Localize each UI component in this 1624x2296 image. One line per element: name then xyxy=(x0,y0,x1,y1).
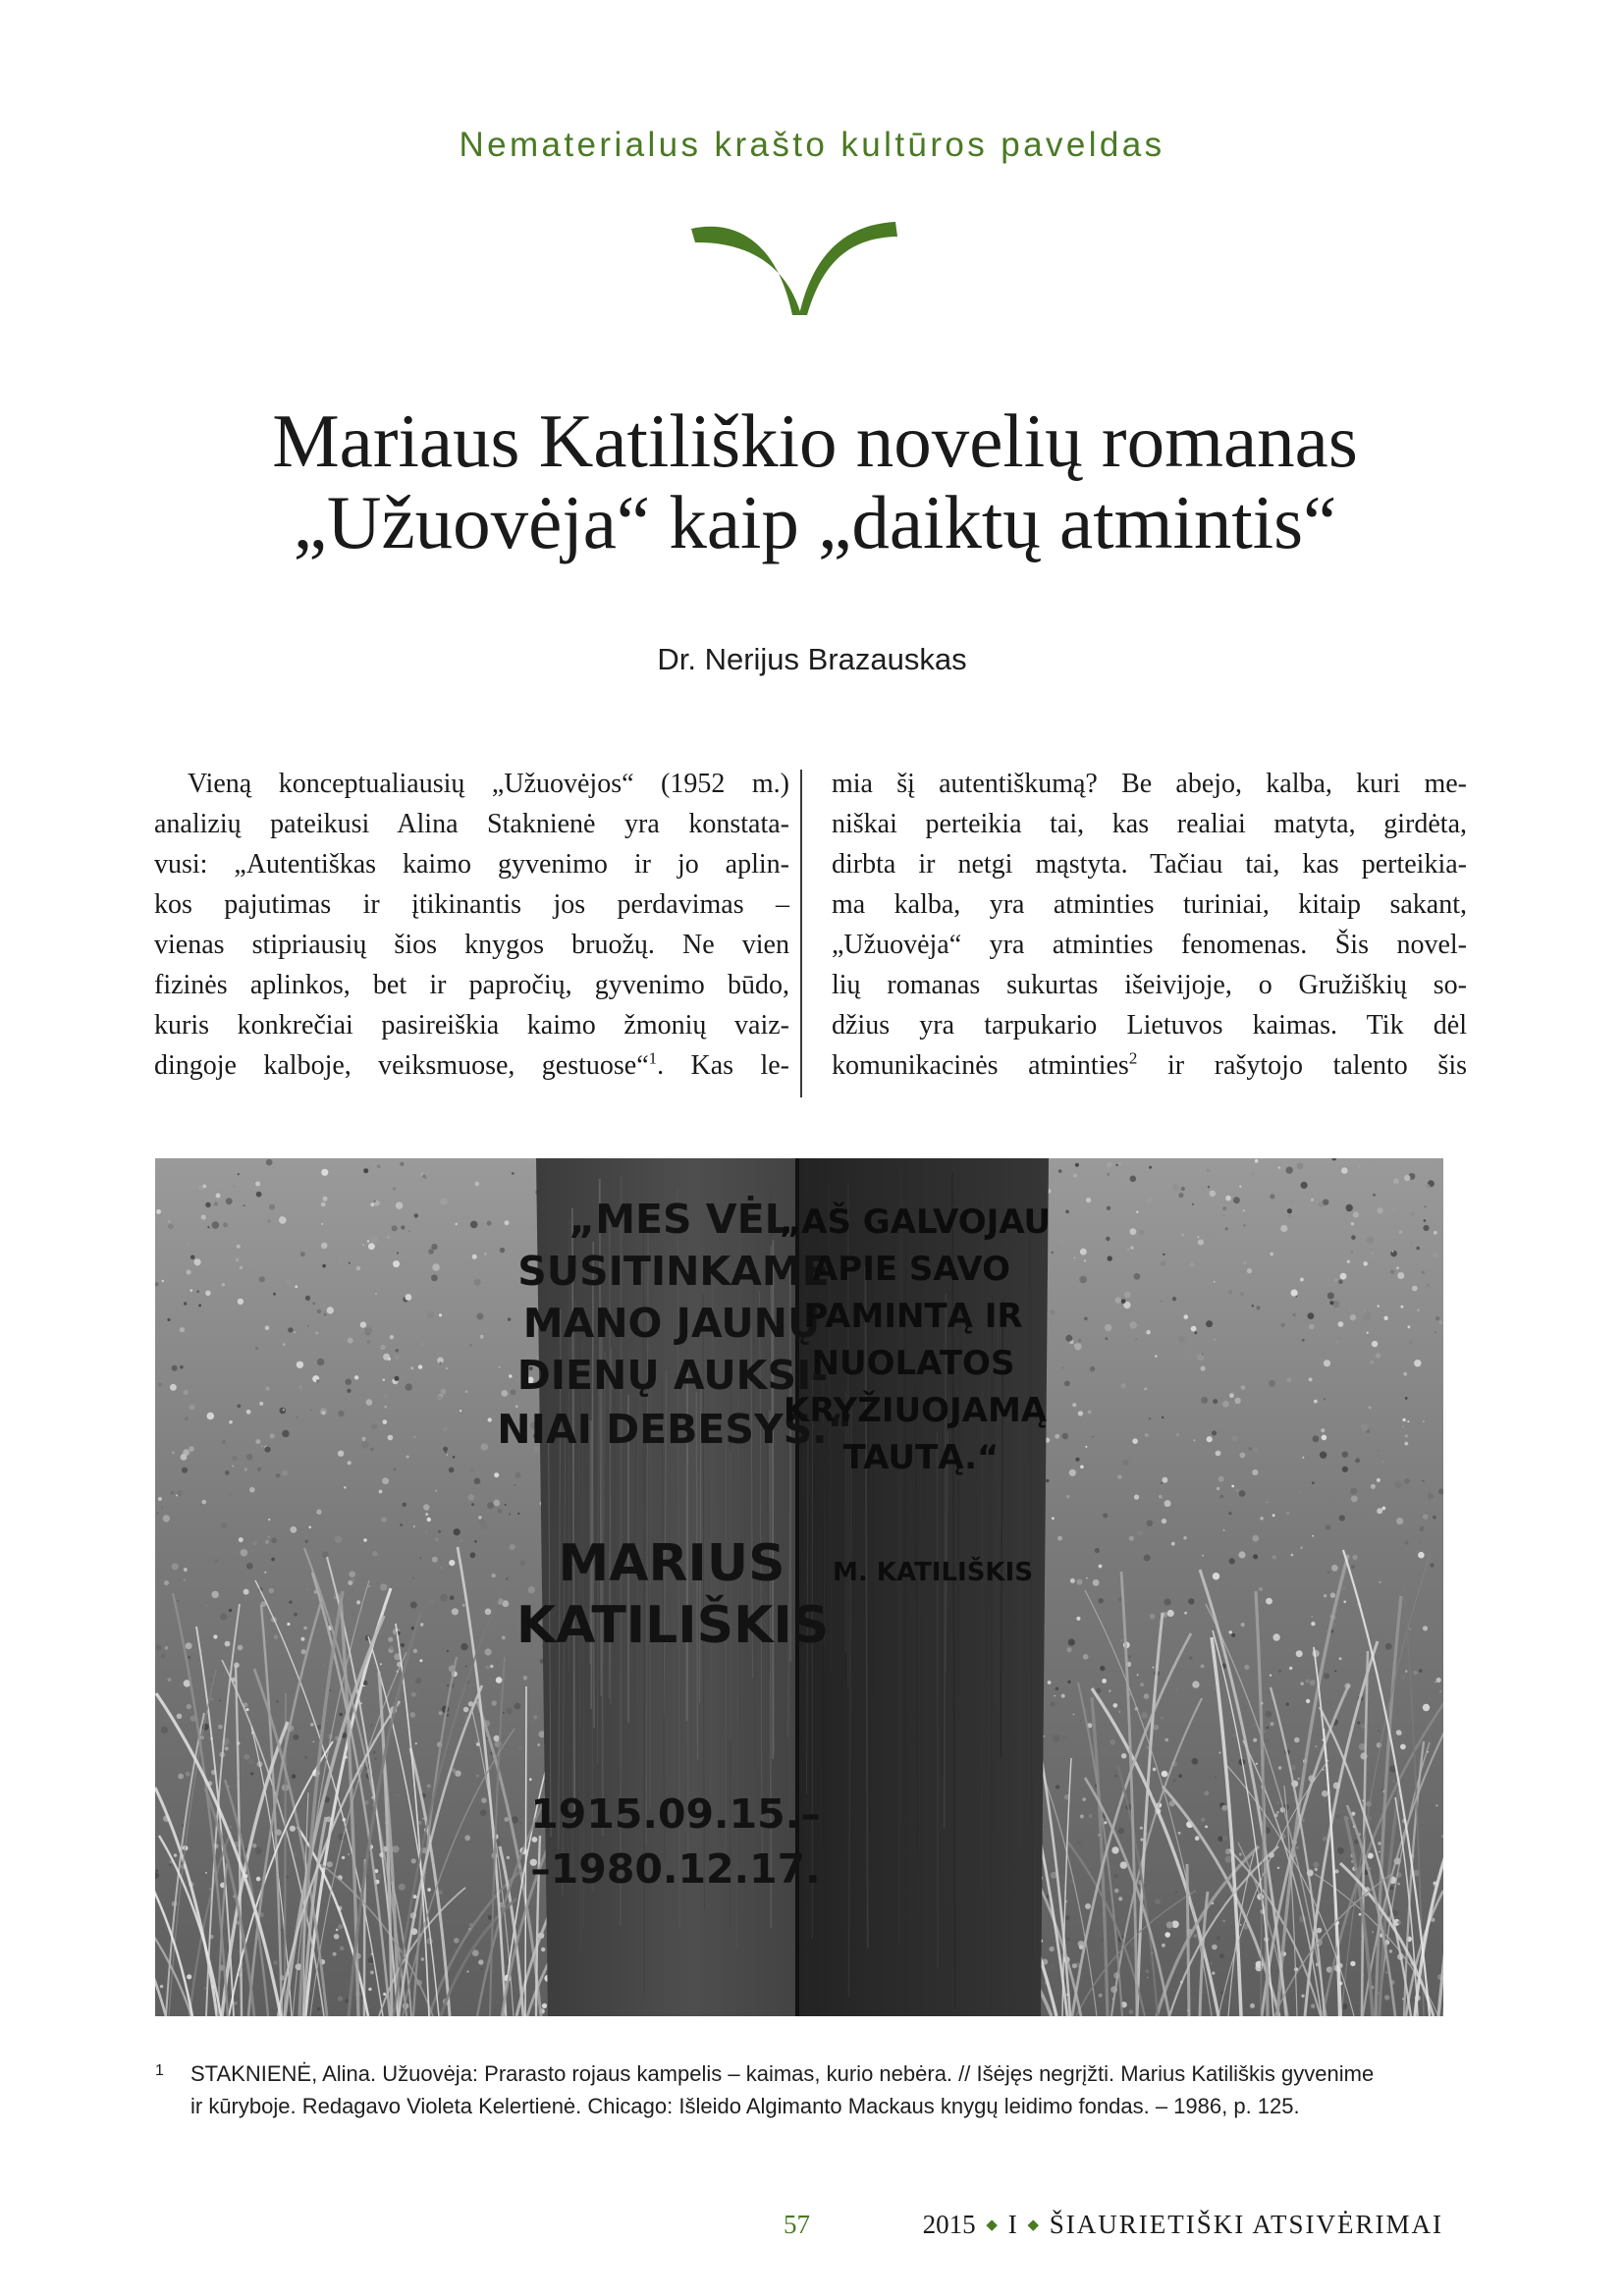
text-line: mia šį autentiškumą? Be abejo, kalba, kuri me- xyxy=(832,769,1467,799)
text-line: analizių pateikusi Alina Staknienė yra konstata- xyxy=(154,809,789,839)
inscription-line: APIE SAVO xyxy=(811,1250,1011,1289)
diamond-separator-icon: ◆ xyxy=(1027,2217,1039,2233)
inscription-line: SUSITINKAME xyxy=(517,1248,830,1295)
text-line: Vieną konceptualiausių „Užuovėjos“ (1952 m.) xyxy=(188,769,789,799)
footnote xyxy=(155,2057,1451,2122)
footer-journal-title: ŠIAURIETIŠKI ATSIVĖRIMAI xyxy=(1049,2210,1443,2239)
inscription-line: NUOLATOS xyxy=(811,1344,1015,1383)
title-line: „Užuovėja“ kaip „daiktų atmintis“ xyxy=(293,480,1337,564)
text-line: lių romanas sukurtas išeivijoje, o Gružiškių so- xyxy=(832,970,1467,1000)
article-title xyxy=(118,400,1512,563)
text-line xyxy=(154,1045,789,1086)
green-wings-ornament-icon xyxy=(691,216,897,318)
memorial-post-photo xyxy=(155,1158,1443,2016)
footnote-line: STAKNIENĖ, Alina. Užuovėja: Prarasto rojaus kampelis – kaimas, kurio nebėra. // Išėjęs negrįžti. Marius Katiliškis gyvenime xyxy=(190,2061,1375,2086)
author-byline: Dr. Nerijus Brazauskas xyxy=(657,642,967,676)
inscription-line: NIAI DEBESYS.“ xyxy=(497,1406,854,1453)
inscription-line: „AŠ GALVOJAU xyxy=(779,1202,1052,1242)
left-column xyxy=(154,764,789,1086)
footer-issue: I xyxy=(1007,2210,1017,2239)
section-title: Nematerialus krašto kultūros paveldas xyxy=(459,126,1165,164)
page-number: 57 xyxy=(784,2210,810,2239)
footnote-reference: 1 xyxy=(648,1048,658,1068)
title-line: Mariaus Katiliškio novelių romanas xyxy=(272,399,1358,483)
right-column xyxy=(832,764,1467,1086)
inscription-line: „MES VĖL xyxy=(568,1196,790,1243)
diamond-separator-icon: ◆ xyxy=(986,2217,998,2233)
inscription-line: TAUTĄ.“ xyxy=(842,1438,1000,1477)
text-line: fizinės aplinkos, bet ir papročių, gyvenimo būdo, xyxy=(154,970,789,1000)
inscription-line: PAMINTĄ IR xyxy=(803,1297,1023,1336)
text-line: džius yra tarpukario Lietuvos kaimas. Tik dėl xyxy=(832,1010,1467,1041)
footnote-line: ir kūryboje. Redagavo Violeta Kelertienė. Chicago: Išleido Algimanto Mackaus knygų leidimo fondas. – 1986, p. 125. xyxy=(190,2094,1300,2118)
text-line: kuris konkrečiai pasireiškia kaimo žmonių vaiz- xyxy=(154,1010,789,1041)
footnote-reference: 2 xyxy=(1128,1048,1138,1068)
text-line xyxy=(832,1045,1467,1086)
text-line: ma kalba, yra atminties turiniai, kitaip sakant, xyxy=(832,889,1467,920)
text-line: dirbta ir netgi mąstyta. Tačiau tai, kas perteikia- xyxy=(832,849,1467,880)
inscription-line: KRYŽIUOJAMĄ xyxy=(783,1391,1048,1430)
inscription-line: M. KATILIŠKIS xyxy=(833,1558,1033,1587)
inscription-line: KATILIŠKIS xyxy=(515,1596,830,1655)
text-line: vusi: „Autentiškas kaimo gyvenimo ir jo aplin- xyxy=(154,849,789,880)
text-line: kos pajutimas ir įtikinantis jos perdavimas – xyxy=(154,889,789,920)
inscription-line: –1980.12.17. xyxy=(530,1845,821,1893)
inscription-line: MANO JAUNŲ xyxy=(522,1300,821,1347)
running-footer xyxy=(923,2210,1443,2240)
column-divider xyxy=(800,770,802,1097)
footnote-number: 1 xyxy=(155,2062,164,2079)
footnote-text xyxy=(190,2057,1451,2122)
text-fragment: ir rašytojo talento šis xyxy=(1137,1050,1468,1081)
text-fragment: . Kas le- xyxy=(657,1050,789,1081)
inscription-line: MARIUS xyxy=(558,1534,785,1593)
text-line: „Užuovėja“ yra atminties fenomenas. Šis novel- xyxy=(832,930,1467,960)
text-line: vienas stipriausių šios knygos bruožų. Ne vien xyxy=(154,930,789,960)
inscription-line: 1915.09.15.– xyxy=(530,1790,821,1838)
text-fragment: komunikacinės atminties xyxy=(832,1050,1129,1081)
text-fragment: dingoje kalboje, veiksmuose, gestuose“ xyxy=(154,1050,649,1081)
footer-year: 2015 xyxy=(922,2210,976,2239)
text-line: niškai perteikia tai, kas realiai matyta, girdėta, xyxy=(832,809,1467,839)
inscription-line: DIENŲ AUKSI- xyxy=(516,1352,829,1399)
